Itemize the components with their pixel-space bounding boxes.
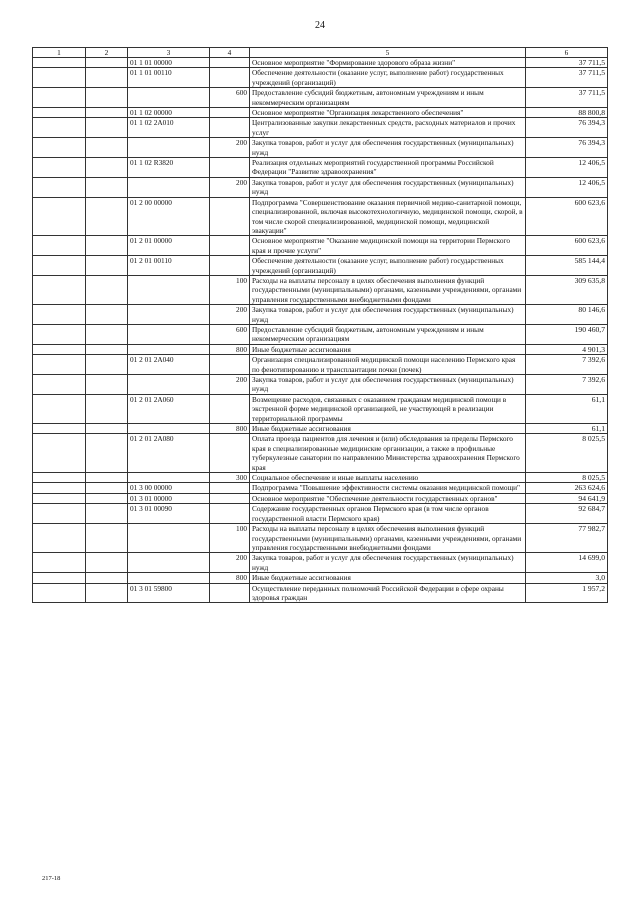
cell-expense-type: 100 xyxy=(210,524,250,553)
cell-col-1 xyxy=(33,275,86,304)
header-row xyxy=(33,48,608,58)
footer-code: 217-18 xyxy=(42,875,61,882)
cell-expense-type xyxy=(210,504,250,524)
cell-target-code: 01 3 01 00090 xyxy=(128,504,210,524)
table-row xyxy=(33,473,608,483)
cell-amount: 7 392,6 xyxy=(526,355,608,375)
cell-target-code: 01 2 01 2А040 xyxy=(128,355,210,375)
cell-target-code: 01 3 01 00000 xyxy=(128,493,210,503)
cell-expense-type xyxy=(210,256,250,276)
cell-amount: 92 684,7 xyxy=(526,504,608,524)
cell-col-1 xyxy=(33,553,86,573)
cell-target-code xyxy=(128,275,210,304)
cell-col-1 xyxy=(33,197,86,236)
cell-target-code xyxy=(128,324,210,344)
cell-col-1 xyxy=(33,324,86,344)
table-row xyxy=(33,158,608,178)
cell-col-1 xyxy=(33,68,86,88)
table-row xyxy=(33,573,608,583)
cell-col-2 xyxy=(86,493,128,503)
cell-col-1 xyxy=(33,473,86,483)
cell-col-2 xyxy=(86,108,128,118)
cell-amount: 585 144,4 xyxy=(526,256,608,276)
cell-col-1 xyxy=(33,355,86,375)
cell-description: Централизованные закупки лекарственных средств, расходных материалов и прочих услуг xyxy=(250,118,526,138)
cell-expense-type xyxy=(210,434,250,473)
cell-description: Оплата проезда пациентов для лечения и (или) обследования за пределы Пермского края в специализированные медицинские организации, а также в профильные туберкулезные санатории по направлению Министерства здравоохранения Пермского края xyxy=(250,434,526,473)
cell-expense-type xyxy=(210,58,250,68)
cell-col-1 xyxy=(33,375,86,395)
table-row xyxy=(33,553,608,573)
cell-target-code: 01 3 00 00000 xyxy=(128,483,210,493)
cell-expense-type: 600 xyxy=(210,88,250,108)
cell-col-2 xyxy=(86,473,128,483)
cell-col-1 xyxy=(33,504,86,524)
cell-amount: 190 460,7 xyxy=(526,324,608,344)
header-col-2: 2 xyxy=(86,48,128,58)
cell-amount: 61,1 xyxy=(526,394,608,423)
cell-expense-type: 800 xyxy=(210,424,250,434)
cell-col-2 xyxy=(86,324,128,344)
cell-target-code: 01 2 01 00000 xyxy=(128,236,210,256)
cell-description: Реализация отдельных мероприятий государственной программы Российской Федерации "Развитие здравоохранения" xyxy=(250,158,526,178)
table-row xyxy=(33,434,608,473)
cell-col-1 xyxy=(33,236,86,256)
cell-description: Закупка товаров, работ и услуг для обеспечения государственных (муниципальных) нужд xyxy=(250,177,526,197)
table-row xyxy=(33,355,608,375)
cell-description: Основное мероприятие "Оказание медицинской помощи на территории Пермского края и прочие услуги" xyxy=(250,236,526,256)
cell-col-1 xyxy=(33,573,86,583)
cell-col-2 xyxy=(86,177,128,197)
cell-col-2 xyxy=(86,573,128,583)
table-row xyxy=(33,138,608,158)
cell-amount: 94 641,9 xyxy=(526,493,608,503)
cell-expense-type xyxy=(210,236,250,256)
table-row xyxy=(33,305,608,325)
cell-col-1 xyxy=(33,158,86,178)
cell-col-2 xyxy=(86,434,128,473)
cell-amount: 3,0 xyxy=(526,573,608,583)
cell-col-2 xyxy=(86,138,128,158)
cell-amount: 88 800,8 xyxy=(526,108,608,118)
cell-description: Основное мероприятие "Организация лекарственного обеспечения" xyxy=(250,108,526,118)
cell-col-2 xyxy=(86,375,128,395)
cell-target-code: 01 2 00 00000 xyxy=(128,197,210,236)
cell-description: Обеспечение деятельности (оказание услуг, выполнение работ) государственных учреждений (организаций) xyxy=(250,256,526,276)
cell-description: Подпрограмма "Совершенствование оказания первичной медико-санитарной помощи, специализированной, включая высокотехнологичную, медицинской помощи, скорой, в том числе скорой специализированной, медицинской помощи, медицинской эвакуации" xyxy=(250,197,526,236)
cell-col-2 xyxy=(86,58,128,68)
cell-col-1 xyxy=(33,344,86,354)
cell-expense-type xyxy=(210,197,250,236)
cell-col-2 xyxy=(86,236,128,256)
cell-col-1 xyxy=(33,424,86,434)
cell-expense-type: 200 xyxy=(210,375,250,395)
cell-amount: 600 623,6 xyxy=(526,236,608,256)
header-col-5: 5 xyxy=(250,48,526,58)
cell-target-code xyxy=(128,88,210,108)
cell-amount: 12 406,5 xyxy=(526,158,608,178)
cell-amount: 14 699,0 xyxy=(526,553,608,573)
cell-description: Осуществление переданных полномочий Российской Федерации в сфере охраны здоровья граждан xyxy=(250,583,526,603)
header-col-4: 4 xyxy=(210,48,250,58)
cell-col-1 xyxy=(33,177,86,197)
cell-description: Подпрограмма "Повышение эффективности системы оказания медицинской помощи" xyxy=(250,483,526,493)
cell-amount: 309 635,8 xyxy=(526,275,608,304)
cell-col-1 xyxy=(33,583,86,603)
cell-col-2 xyxy=(86,88,128,108)
table-row xyxy=(33,375,608,395)
table-row xyxy=(33,493,608,503)
cell-expense-type xyxy=(210,583,250,603)
cell-col-2 xyxy=(86,553,128,573)
table-row xyxy=(33,424,608,434)
cell-description: Основное мероприятие "Формирование здорового образа жизни" xyxy=(250,58,526,68)
cell-description: Закупка товаров, работ и услуг для обеспечения государственных (муниципальных) нужд xyxy=(250,553,526,573)
table-row xyxy=(33,88,608,108)
cell-col-2 xyxy=(86,394,128,423)
cell-description: Содержание государственных органов Пермского края (в том числе органов государственной власти Пермского края) xyxy=(250,504,526,524)
cell-amount: 12 406,5 xyxy=(526,177,608,197)
table-row xyxy=(33,177,608,197)
cell-description: Закупка товаров, работ и услуг для обеспечения государственных (муниципальных) нужд xyxy=(250,375,526,395)
cell-target-code: 01 3 01 59800 xyxy=(128,583,210,603)
cell-description: Организация специализированной медицинской помощи населению Пермского края по фенотипированию и трансплантации почки (почек) xyxy=(250,355,526,375)
cell-description: Иные бюджетные ассигнования xyxy=(250,573,526,583)
cell-col-2 xyxy=(86,256,128,276)
cell-description: Предоставление субсидий бюджетным, автономным учреждениям и иным некоммерческим организациям xyxy=(250,324,526,344)
cell-col-2 xyxy=(86,483,128,493)
cell-col-1 xyxy=(33,58,86,68)
cell-target-code xyxy=(128,344,210,354)
cell-amount: 4 901,3 xyxy=(526,344,608,354)
cell-target-code xyxy=(128,524,210,553)
cell-amount: 263 624,6 xyxy=(526,483,608,493)
table-row xyxy=(33,58,608,68)
header-col-1: 1 xyxy=(33,48,86,58)
cell-col-1 xyxy=(33,138,86,158)
cell-amount: 76 394,3 xyxy=(526,138,608,158)
table-row xyxy=(33,583,608,603)
cell-amount: 37 711,5 xyxy=(526,58,608,68)
cell-expense-type xyxy=(210,118,250,138)
cell-description: Предоставление субсидий бюджетным, автономным учреждениям и иным некоммерческим организациям xyxy=(250,88,526,108)
header-col-3: 3 xyxy=(128,48,210,58)
cell-col-1 xyxy=(33,88,86,108)
cell-description: Обеспечение деятельности (оказание услуг, выполнение работ) государственных учреждений (организаций) xyxy=(250,68,526,88)
table-row xyxy=(33,344,608,354)
table-header xyxy=(33,48,608,58)
table-row xyxy=(33,108,608,118)
cell-expense-type: 200 xyxy=(210,305,250,325)
cell-description: Расходы на выплаты персоналу в целях обеспечения выполнения функций государственными (муниципальными) органами, казенными учреждениями, органами управления государственными внебюджетными фондами xyxy=(250,275,526,304)
cell-target-code xyxy=(128,305,210,325)
cell-amount: 37 711,5 xyxy=(526,88,608,108)
table-row xyxy=(33,394,608,423)
cell-col-1 xyxy=(33,108,86,118)
cell-expense-type: 200 xyxy=(210,177,250,197)
cell-amount: 1 957,2 xyxy=(526,583,608,603)
cell-expense-type: 600 xyxy=(210,324,250,344)
cell-target-code: 01 2 01 00110 xyxy=(128,256,210,276)
cell-expense-type: 200 xyxy=(210,553,250,573)
cell-amount: 76 394,3 xyxy=(526,118,608,138)
cell-expense-type xyxy=(210,108,250,118)
cell-target-code xyxy=(128,573,210,583)
table-row xyxy=(33,275,608,304)
cell-description: Закупка товаров, работ и услуг для обеспечения государственных (муниципальных) нужд xyxy=(250,305,526,325)
cell-target-code: 01 1 02 00000 xyxy=(128,108,210,118)
cell-amount: 8 025,5 xyxy=(526,473,608,483)
cell-target-code: 01 2 01 2А060 xyxy=(128,394,210,423)
cell-target-code xyxy=(128,553,210,573)
cell-col-2 xyxy=(86,424,128,434)
cell-col-2 xyxy=(86,275,128,304)
cell-expense-type: 100 xyxy=(210,275,250,304)
cell-col-2 xyxy=(86,197,128,236)
cell-col-2 xyxy=(86,524,128,553)
cell-target-code xyxy=(128,138,210,158)
cell-target-code: 01 1 01 00110 xyxy=(128,68,210,88)
cell-col-2 xyxy=(86,504,128,524)
cell-description: Закупка товаров, работ и услуг для обеспечения государственных (муниципальных) нужд xyxy=(250,138,526,158)
table-row xyxy=(33,236,608,256)
cell-target-code xyxy=(128,177,210,197)
cell-expense-type: 800 xyxy=(210,344,250,354)
cell-expense-type: 200 xyxy=(210,138,250,158)
cell-expense-type xyxy=(210,394,250,423)
cell-expense-type xyxy=(210,483,250,493)
cell-amount: 8 025,5 xyxy=(526,434,608,473)
table-row xyxy=(33,256,608,276)
cell-description: Основное мероприятие "Обеспечение деятельности государственных органов" xyxy=(250,493,526,503)
cell-amount: 61,1 xyxy=(526,424,608,434)
table-row xyxy=(33,524,608,553)
cell-col-2 xyxy=(86,118,128,138)
table-row xyxy=(33,504,608,524)
cell-amount: 600 623,6 xyxy=(526,197,608,236)
cell-description: Возмещение расходов, связанных с оказанием гражданам медицинской помощи в экстренной форме медицинской организацией, не участвующей в реализации территориальной программы xyxy=(250,394,526,423)
table-row xyxy=(33,483,608,493)
cell-amount: 80 146,6 xyxy=(526,305,608,325)
cell-amount: 7 392,6 xyxy=(526,375,608,395)
cell-col-2 xyxy=(86,355,128,375)
cell-description: Социальное обеспечение и иные выплаты населению xyxy=(250,473,526,483)
cell-col-2 xyxy=(86,344,128,354)
cell-description: Иные бюджетные ассигнования xyxy=(250,344,526,354)
cell-expense-type xyxy=(210,158,250,178)
cell-target-code xyxy=(128,473,210,483)
cell-col-1 xyxy=(33,118,86,138)
cell-expense-type: 800 xyxy=(210,573,250,583)
page-number: 24 xyxy=(315,20,325,31)
cell-col-1 xyxy=(33,483,86,493)
cell-target-code: 01 1 02 2А010 xyxy=(128,118,210,138)
table-row xyxy=(33,197,608,236)
cell-amount: 37 711,5 xyxy=(526,68,608,88)
header-col-6: 6 xyxy=(526,48,608,58)
cell-col-1 xyxy=(33,434,86,473)
cell-expense-type: 300 xyxy=(210,473,250,483)
cell-col-2 xyxy=(86,583,128,603)
cell-col-2 xyxy=(86,305,128,325)
cell-target-code: 01 1 02 R3820 xyxy=(128,158,210,178)
budget-table xyxy=(32,47,608,603)
cell-target-code: 01 2 01 2А080 xyxy=(128,434,210,473)
cell-expense-type xyxy=(210,355,250,375)
cell-description: Иные бюджетные ассигнования xyxy=(250,424,526,434)
cell-col-1 xyxy=(33,305,86,325)
cell-description: Расходы на выплаты персоналу в целях обеспечения выполнения функций государственными (муниципальными) органами, казенными учреждениями, органами управления государственными внебюджетными фондами xyxy=(250,524,526,553)
cell-amount: 77 982,7 xyxy=(526,524,608,553)
cell-target-code: 01 1 01 00000 xyxy=(128,58,210,68)
table-row xyxy=(33,68,608,88)
cell-col-1 xyxy=(33,394,86,423)
cell-col-2 xyxy=(86,158,128,178)
table-row xyxy=(33,118,608,138)
cell-col-1 xyxy=(33,256,86,276)
cell-col-1 xyxy=(33,493,86,503)
cell-expense-type xyxy=(210,493,250,503)
cell-col-1 xyxy=(33,524,86,553)
table-body xyxy=(33,58,608,603)
cell-col-2 xyxy=(86,68,128,88)
cell-target-code xyxy=(128,424,210,434)
cell-expense-type xyxy=(210,68,250,88)
table-row xyxy=(33,324,608,344)
cell-target-code xyxy=(128,375,210,395)
